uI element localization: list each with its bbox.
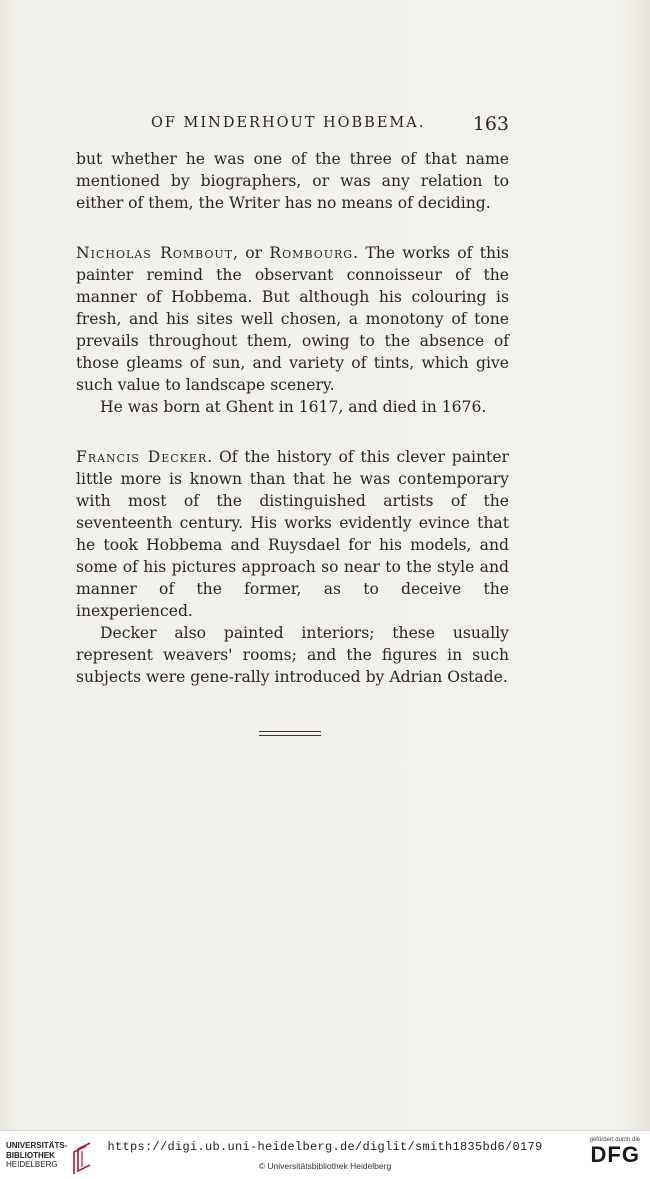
painter-name: Francis Decker: [76, 448, 208, 466]
copyright-notice: © Universitätsbibliothek Heidelberg: [258, 1161, 392, 1171]
painter-alt-name: Rombourg: [269, 244, 354, 262]
paragraph-rombout: Nicholas Rombout, or Rombourg. The works of this painter remind the observant connoisseur of the manner of Hobbema. But although his colouring is fresh, and his sites well chosen, a monotony of tone prevails throughout them, owing to the absence of those gleams of sun, and variety of tints, which give such value to landscape scenery.: [76, 244, 509, 394]
dfg-logo-icon: DFG: [590, 1142, 640, 1167]
body-text: [76, 148, 509, 688]
page-header: [76, 113, 509, 137]
paragraph: but whether he was one of the three of that name mentioned by biographers, or was any relation to either of them, the Writer has no means of deciding.: [76, 150, 509, 212]
painter-name: Nicholas Rombout: [76, 244, 234, 262]
funder-caption: gefördert durch die: [589, 1137, 640, 1143]
permalink-url[interactable]: https://digi.ub.uni-heidelberg.de/diglit/smith1835bd6/0179: [107, 1140, 543, 1154]
library-logo-text: UNIVERSITÄTS- BIBLIOTHEK HEIDELBERG: [6, 1141, 68, 1169]
running-title: OF MINDERHOUT HOBBEMA.: [151, 115, 426, 131]
page-number: 163: [472, 113, 509, 135]
paragraph: He was born at Ghent in 1617, and died in 1676.: [100, 398, 487, 416]
paragraph: Decker also painted interiors; these usually represent weavers' rooms; and the figures in such subjects were gene-rally introduced by Adrian Ostade.: [76, 624, 509, 686]
paragraph-decker: Francis Decker. Of the history of this clever painter little more is known than that he was contemporary with most of the distinguished artists of the seventeenth century. His works evidently evince that he took Hobbema and Ruysdael for his models, and some of his pictures approach so near to the style and manner of the former, as to deceive the inexperienced.: [76, 448, 510, 620]
section-rule: [259, 731, 321, 736]
footer-bar: [0, 1130, 650, 1179]
funder-logo[interactable]: [578, 1137, 640, 1167]
